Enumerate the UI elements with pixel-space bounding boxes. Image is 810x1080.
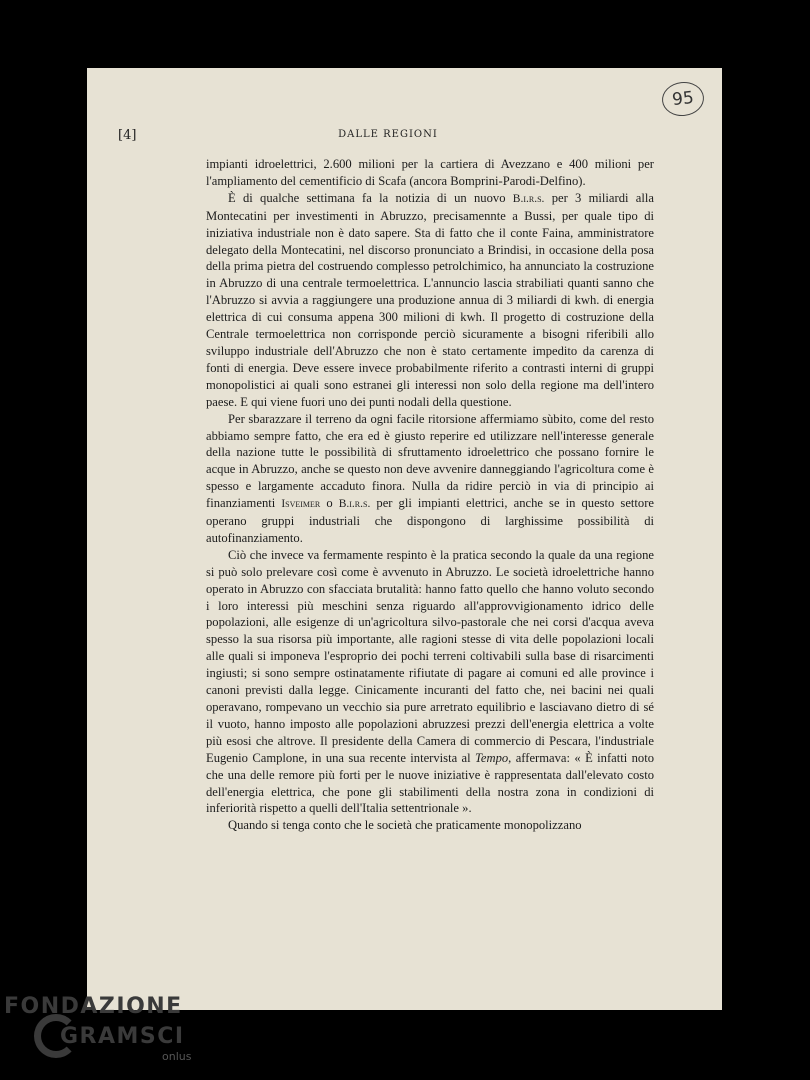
body-text [206,156,654,834]
fondazione-gramsci-logo [0,988,210,1080]
paragraph-2: È di qualche settimana fa la notizia di un nuovo B.i.r.s. per 3 miliardi alla Montecatini per investimenti in Abruzzo, precisamennte a Bussi, per quale tipo di iniziativa industriale non è dato sapere. Sta di fatto che il conte Faina, amministratore delegato della Montecatini, nel discorso pronunciato a Brindisi, in occasione della posa della prima pietra del costruendo complesso petrolchimico, ha annunciato la costruzione in Abruzzo di una centrale termoelettrica. L'annuncio lascia strabiliati quanti sanno che l'Abruzzo si avvia a raggiungere una produzione annua di 3 miliardi di kwh. di energia elettrica di cui consuma appena 300 milioni di kwh. Il progetto di costruzione della Centrale termoelettrica non corrisponde perciò sicuramente a bisogni riferibili allo sviluppo industriale dell'Abruzzo che non è stato certamente impedito da carenza di fonti di energia. Deve essere invece probabilmente riferito a contrasti interni di gruppi monopolistici ai quali sono estranei gli interessi non solo della regione ma dell'intero paese. E qui viene fuori uno dei punti nodali della questione. [206,190,654,409]
page-header [118,128,658,146]
paragraph-3: Per sbarazzare il terreno da ogni facile ritorsione affermiamo sùbito, come del resto abbiamo sempre fatto, che era ed è giusto reperire ed utilizzare nell'interesse generale della nazione tutte le possibilità di sfruttamento idroelettrico che possano fornire le acque in Abruzzo, anche se questo non deve avvenire danneggiando l'agricoltura come è spesso e largamente accaduto finora. Nulla da ridire perciò in via di principio ai finanziamenti Isveimer o B.i.r.s. per gli impianti elettrici, anche se in questo settore operano gruppi industriali che dispongono di larghissime possibilità di autofinanziamento. [206,411,654,545]
folio-number: 95 [660,80,705,118]
page-number: [4] [118,128,137,143]
paragraph-1: impianti idroelettrici, 2.600 milioni per la cartiera di Avezzano e 400 milioni per l'ampliamento del cementificio di Scafa (ancora Bomprini-Parodi-Delfino). [206,157,654,188]
paragraph-4: Ciò che invece va fermamente respinto è la pratica secondo la quale da una regione si può solo prelevare così come è avvenuto in Abruzzo. Le società idroelettriche hanno operato in Abruzzo con sfacciata brutalità: hanno fatto quello che hanno voluto secondo i loro interessi più meschini senza riguardo all'approvvigionamento idrico delle popolazioni, alle esigenze di un'agricoltura silvo-pastorale che nei corsi d'acqua aveva spesso la sua risorsa più importante, alle ragioni stesse di vita delle popolazioni locali alle quali si imponeva l'esproprio dei pochi terreni coltivabili sulla base di risarcimenti ingiusti; si sono sempre ostinatamente rifiutate di pagare ai comuni ed alle province i canoni previsti dalla legge. Cinicamente incuranti del fatto che, nei bacini nei quali operavano, rompevano un vecchio sia pure arretrato equilibrio e lasciavano dietro di sé il vuoto, hanno imposto alle popolazioni abruzzesi prezzi dell'energia elettrica a volte più esosi che altrove. Il presidente della Camera di commercio di Pescara, l'industriale Eugenio Camplone, in una sua recente intervista al Tempo, affermava: « È infatti noto che una delle remore più forti per le nuove iniziative è rappresentata dall'elevato costo dell'energia elettrica, che pone gli stabilimenti della nostra zona in condizioni di inferiorità rispetto a quelli dell'Italia settentrionale ». [206,547,655,816]
logo-line-1: FONDAZIONE [4,994,183,1019]
paragraph-5: Quando si tenga conto che le società che praticamente monopolizzano [228,818,582,833]
running-head: DALLE REGIONI [338,129,438,140]
logo-suffix: onlus [162,1050,192,1063]
logo-line-2: GRAMSCI [60,1024,185,1049]
